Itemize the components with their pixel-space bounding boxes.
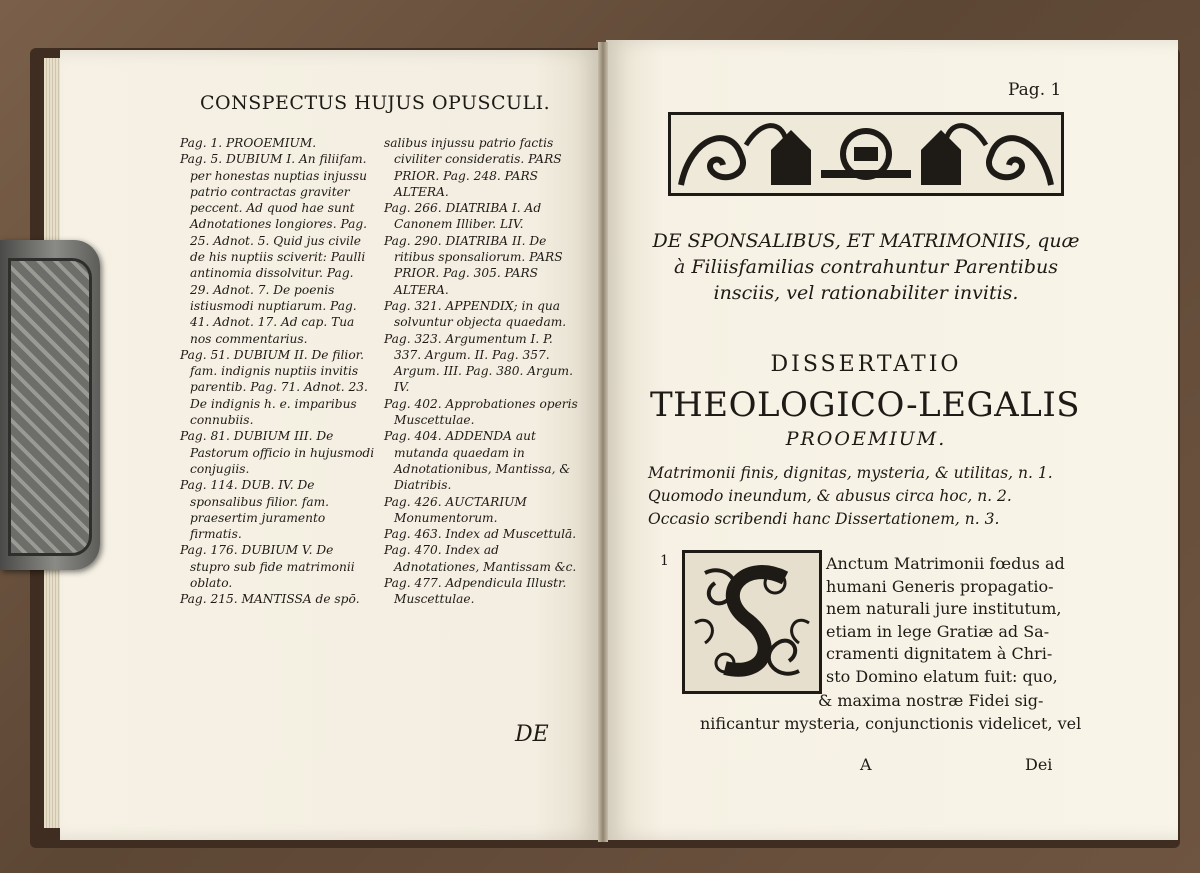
decorated-initial-graphic <box>685 553 819 691</box>
body-line: sto Domino elatum fuit: quo, <box>826 666 1058 686</box>
body-text-beside-initial <box>826 553 1086 688</box>
contents-entry: Pag. 215. MANTISSA de spō. <box>180 592 360 607</box>
contents-entry: Pag. 404. ADDENDA aut mutanda quaedam in Adnotationibus, Mantissa, & Diatribis. <box>384 429 571 493</box>
body-line: nem naturali jure institutum, <box>826 599 1062 618</box>
decorated-initial-s <box>682 550 822 694</box>
metal-clasp <box>0 240 100 570</box>
dissertation-heading: DE SPONSALIBUS, ET MATRIMONIIS, quæ à Filiisfamilias contrahuntur Parentibus insciis, vel rationabiliter invitis. <box>652 230 1080 304</box>
summary-line: Quomodo ineundum, & abusus circa hoc, n. 2. <box>648 487 1012 505</box>
body-line: & maxima nostræ Fidei sig- <box>818 691 1044 710</box>
page-number: Pag. 1 <box>1008 80 1062 100</box>
contents-entry: Pag. 81. DUBIUM III. De Pastorum officio in hujusmodi conjugiis. <box>180 429 375 476</box>
signature-mark: A <box>860 755 872 774</box>
body-line: Anctum Matrimonii fœdus ad <box>826 554 1065 573</box>
contents-column-2 <box>384 135 580 608</box>
contents-entry: Pag. 463. Index ad Muscettulā. <box>384 527 577 542</box>
contents-entry: Pag. 402. Approbationes operis Muscettulae. <box>384 396 578 428</box>
contents-column-1 <box>180 135 376 608</box>
contents-entry: Pag. 426. AUCTARIUM Monumentorum. <box>384 494 527 525</box>
clasp-ornament <box>8 258 92 556</box>
contents-entry: Pag. 477. Adpendicula Illustr. Muscettulae. <box>384 576 567 607</box>
contents-entry: Pag. 5. DUBIUM I. An filiifam. per honestas nuptias injussu patrio contractas graviter peccent. Ad quod hae sunt Adnotationes longiores. Pag. 25. Adnot. 5. Quid jus civile de his nuptiis sciverit: Paulli antinomia dissolvitur. Pag. 29. Adnot. 7. De poenis istiusmodi nuptiarum. Pag. 41. Adnot. 17. Ad cap. Tua nos commentarius. <box>180 152 368 346</box>
headpiece-ornament-graphic <box>671 115 1061 193</box>
summary-line: Occasio scribendi hanc Dissertationem, n. 3. <box>648 510 1000 528</box>
theologico-legalis-title: THEOLOGICO-LEGALIS <box>649 385 1081 425</box>
headpiece-ornament <box>668 112 1064 196</box>
dissertatio-title: DISSERTATIO <box>770 352 962 377</box>
contents-entry: Pag. 51. DUBIUM II. De filior. fam. indignis nuptiis invitis parentib. Pag. 71. Adnot. 23. De indignis h. e. imparibus connubiis. <box>180 347 368 428</box>
book-gutter <box>598 42 608 842</box>
contents-entry: Pag. 114. DUB. IV. De sponsalibus filior. fam. praesertim juramento firmatis. <box>180 478 330 542</box>
body-line: humani Generis propagatio- <box>826 576 1054 596</box>
body-line: cramenti dignitatem à Chri- <box>826 644 1053 663</box>
body-line: etiam in lege Gratiæ ad Sa- <box>826 621 1050 641</box>
contents-entry: Pag. 470. Index ad Adnotationes, Mantissam &c. <box>384 543 577 574</box>
contents-entry: Pag. 321. APPENDIX; in qua solvuntur objecta quaedam. <box>384 298 567 330</box>
contents-entry: Pag. 323. Argumentum I. P. 337. Argum. II. Pag. 357. Argum. III. Pag. 380. Argum. IV. <box>384 331 573 395</box>
prooemium-summary <box>648 462 1088 531</box>
contents-entry: Pag. 1. PROOEMIUM. <box>180 136 317 150</box>
contents-entry: Pag. 266. DIATRIBA I. Ad Canonem Illiber. LIV. <box>384 201 542 232</box>
right-catchword: Dei <box>1025 755 1053 774</box>
contents-entry: Pag. 290. DIATRIBA II. De ritibus sponsaliorum. PARS PRIOR. Pag. 305. PARS ALTERA. <box>384 233 563 297</box>
prooemium-title: PROOEMIUM. <box>785 428 947 450</box>
contents-entry: salibus injussu patrio factis civiliter consideratis. PARS PRIOR. Pag. 248. PARS ALTERA. <box>384 136 562 199</box>
contents-title: CONSPECTUS HUJUS OPUSCULI. <box>200 92 551 114</box>
paragraph-number: 1 <box>660 553 669 569</box>
body-text-full-width <box>700 690 1090 735</box>
contents-entry: Pag. 176. DUBIUM V. De stupro sub fide matrimonii oblato. <box>180 543 355 591</box>
body-line: nificantur mysteria, conjunctionis videlicet, vel <box>700 713 1082 733</box>
left-catchword: DE <box>515 722 549 747</box>
summary-line: Matrimonii finis, dignitas, mysteria, & utilitas, n. 1. <box>648 464 1053 482</box>
